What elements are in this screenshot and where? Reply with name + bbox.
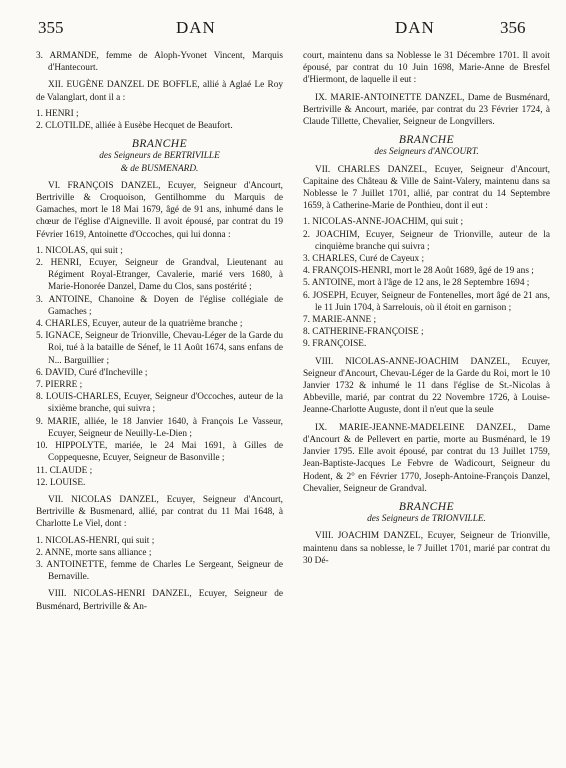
list-item: 10. HIPPOLYTE, mariée, le 24 Mai 1691, à Gilles de Coppequesne, Ecuyer, Seigneur de Basonville ; xyxy=(36,441,283,464)
section-heading: BRANCHE xyxy=(131,138,188,151)
paragraph: XII. EUGÈNE DANZEL DE BOFFLE, allié à Aglaé Le Roy de Valanglart, dont il a : xyxy=(36,80,283,103)
list-item: 5. ANTOINE, mort à l'âge de 12 ans, le 28 Septembre 1694 ; xyxy=(303,278,530,289)
list-item: 2. CLOTILDE, alliée à Eusèbe Hecquet de Beaufort. xyxy=(36,121,233,132)
section-subheading: & de BUSMENARD. xyxy=(120,163,199,174)
paragraph: VIII. NICOLAS-ANNE-JOACHIM DANZEL, Ecuyer, Seigneur d'Ancourt, Chevau-Léger de la Garde du Roi, mort le 10 Janvier 1732 & inhumé le 11 dans l'église de St.-Nicolas à Abbeville, marié, par contrat du 22 Novembre 1726, à Louise-Jeanne-Charlotte Auguste, dont il n'eut que la seule xyxy=(303,356,550,416)
paragraph: VI. FRANÇOIS DANZEL, Ecuyer, Seigneur d'Ancourt, Bertriville & Croquoison, Gentilhomme du Marquis de Gamaches, mort le 18 Mai 1679, âgé de 91 ans, inhumé dans le chœur de l'église d'Aigneville. Il avoit épousé, par contrat du 19 Février 1619, Antoinette d'Occoches, qui lui donna : xyxy=(36,180,283,240)
paragraph: VII. NICOLAS DANZEL, Ecuyer, Seigneur d'Ancourt, Bertriville & Busmenard, allié, par contrat du 11 Mai 1648, à Charlotte Le Viel, dont : xyxy=(36,494,283,530)
section-heading: BRANCHE xyxy=(398,134,455,147)
list-item: 3. ARMANDE, femme de Aloph-Yvonet Vincent, Marquis d'Hantecourt. xyxy=(36,51,283,74)
list-item: 3. ANTOINETTE, femme de Charles Le Sergeant, Seigneur de Bernaville. xyxy=(36,559,283,583)
section-heading: BRANCHE xyxy=(398,500,455,513)
list-item: 3. ANTOINE, Chanoine & Doyen de l'église collégiale de Gamaches ; xyxy=(36,294,283,317)
list-item: 8. LOUIS-CHARLES, Ecuyer, Seigneur d'Occoches, auteur de la sixième branche, qui suivra ; xyxy=(36,392,283,415)
list-item: 8. CATHERINE-FRANÇOISE ; xyxy=(303,327,424,338)
list-item: 2. JOACHIM, Ecuyer, Seigneur de Trionville, auteur de la cinquième branche qui suivra ; xyxy=(303,229,550,252)
paragraph: IX. MARIE-ANTOINETTE DANZEL, Dame de Busménard, Bertriville & Ancourt, mariée, par contrat du 23 Février 1724, à Claude Tillette, Chevalier, Seigneur de Longvillers. xyxy=(303,92,550,128)
list-item: 4. FRANÇOIS-HENRI, mort le 28 Août 1689, âgé de 19 ans ; xyxy=(303,266,534,277)
list-item: 9. MARIE, alliée, le 18 Janvier 1640, à François Le Vasseur, Ecuyer, Seigneur de Neuilly-Le-Dien ; xyxy=(36,416,283,439)
paragraph-continuation: court, maintenu dans sa Noblesse le 31 Décembre 1701. Il avoit épousé, par contrat du 10 Juin 1698, Marie-Anne de Bresfel d'Hiermont, de laquelle il eut : xyxy=(303,51,550,86)
running-head-right: DAN xyxy=(395,18,435,37)
list-item: 1. NICOLAS-HENRI, qui suit ; xyxy=(36,535,155,546)
list-item: 2. HENRI, Ecuyer, Seigneur de Grandval, Lieutenant au Régiment Royal-Etranger, Cavalerie, marié vers 1680, à Marie-Honorée Danzel, Dame du Clos, sans postérité ; xyxy=(36,258,283,293)
paragraph: IX. MARIE-JEANNE-MADELEINE DANZEL, Dame d'Ancourt & de Pellevert en partie, morte au Busménard, le 19 Janvier 1795. Elle avoit épousé, par contrat du 13 Juillet 1759, Jean-Baptiste-Jacques Le Febvre de Wadicourt, Seigneur du Hodent, & 2° en Février 1770, Joseph-Antoine-François Danzel, Chevalier, Seigneur de Grandval. xyxy=(303,422,550,494)
section-subheading: des Seigneurs d'ANCOURT. xyxy=(374,147,479,158)
list-item: 6. DAVID, Curé d'Incheville ; xyxy=(36,367,148,378)
list-item: 11. CLAUDE ; xyxy=(36,465,93,476)
list-item: 9. FRANÇOISE. xyxy=(303,339,367,350)
list-item: 1. NICOLAS-ANNE-JOACHIM, qui suit ; xyxy=(303,217,464,228)
list-item: 7. PIERRE ; xyxy=(36,380,83,391)
paragraph: VIII. NICOLAS-HENRI DANZEL, Ecuyer, Seigneur de Busménard, Bertriville & An- xyxy=(36,589,283,612)
page-number-left: 355 xyxy=(38,18,64,37)
section-subheading: des Seigneurs de BERTRIVILLE xyxy=(99,151,220,162)
list-item: 1. NICOLAS, qui suit ; xyxy=(36,245,123,256)
list-item: 7. MARIE-ANNE ; xyxy=(303,315,377,326)
left-column xyxy=(36,50,283,613)
list-item: 3. CHARLES, Curé de Cayeux ; xyxy=(303,254,425,265)
list-item: 12. LOUISE. xyxy=(36,477,86,488)
running-head-left: DAN xyxy=(176,18,216,37)
section-subheading: des Seigneurs de TRIONVILLE. xyxy=(367,514,486,525)
paragraph: VIII. JOACHIM DANZEL, Ecuyer, Seigneur de Trionville, maintenu dans sa noblesse, le 7 Juillet 1701, marié par contrat du 30 Dé- xyxy=(303,531,550,566)
list-item: 2. ANNE, morte sans alliance ; xyxy=(36,547,152,558)
page-number-right: 356 xyxy=(500,18,526,37)
paragraph: VII. CHARLES DANZEL, Ecuyer, Seigneur d'Ancourt, Capitaine des Château & Ville de Saint-Valery, maintenu dans sa Noblesse le 7 Juillet 1701, allié, par contrat du 14 Septembre 1659, à Catherine-Marie de Ponthieu, dont il eut : xyxy=(303,164,550,212)
list-item: 6. JOSEPH, Ecuyer, Seigneur de Fontenelles, mort âgé de 21 ans, le 11 Juin 1704, à Sarrelouis, où il étoit en garnison ; xyxy=(303,290,550,313)
page-header xyxy=(0,8,566,48)
list-item: 4. CHARLES, Ecuyer, auteur de la quatrième branche ; xyxy=(36,319,243,330)
list-item: 5. IGNACE, Seigneur de Trionville, Chevau-Léger de la Garde du Roi, tué à la bataille de Sénef, le 11 Août 1674, sans enfans de N... Barguillier ; xyxy=(36,331,283,366)
right-column xyxy=(303,50,550,567)
list-item: 1. HENRI ; xyxy=(36,108,79,119)
